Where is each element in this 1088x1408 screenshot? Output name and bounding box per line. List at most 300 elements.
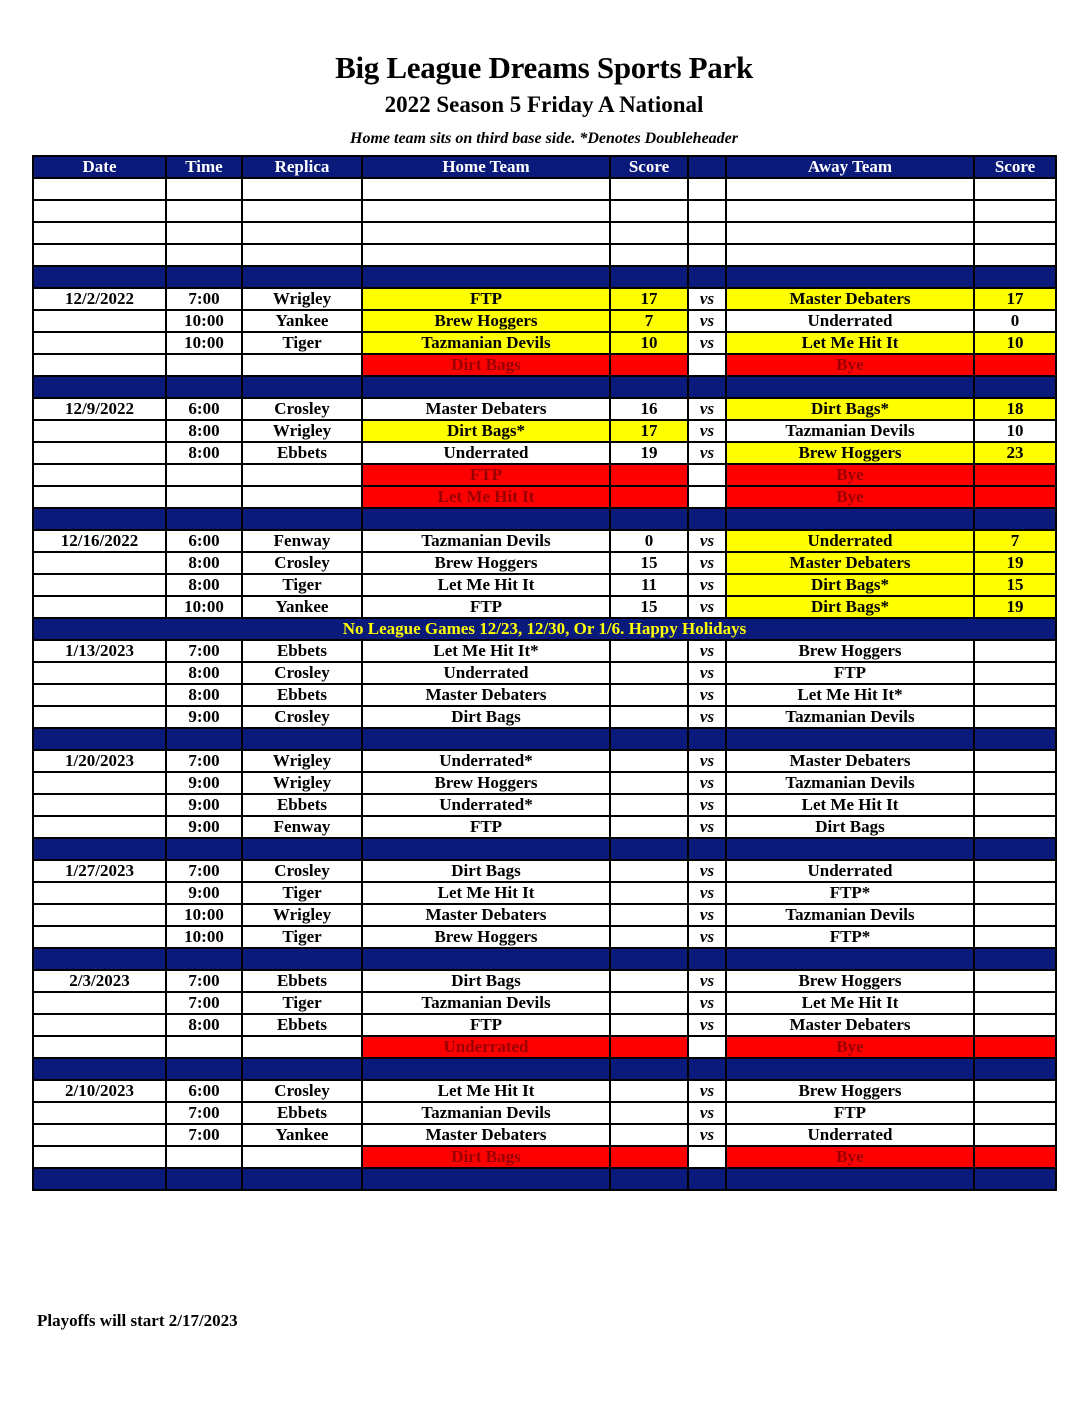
time-cell: 8:00: [166, 662, 242, 684]
separator-cell: [33, 376, 166, 398]
replica-cell: Tiger: [242, 992, 362, 1014]
date-cell: 12/9/2022: [33, 398, 166, 420]
vs-cell: [688, 354, 726, 376]
date-cell: [33, 332, 166, 354]
separator-cell: [33, 1168, 166, 1190]
separator-cell: [688, 1058, 726, 1080]
separator-cell: [166, 508, 242, 530]
away-team: Underrated: [726, 310, 974, 332]
blank-row: [33, 244, 1056, 266]
replica-cell: [242, 1146, 362, 1168]
time-cell: 7:00: [166, 1102, 242, 1124]
replica-cell: Ebbets: [242, 684, 362, 706]
separator-cell: [726, 728, 974, 750]
separator-cell: [610, 1168, 688, 1190]
empty-cell: [166, 178, 242, 200]
game-row: [33, 596, 1056, 618]
time-cell: 7:00: [166, 992, 242, 1014]
separator-cell: [242, 1168, 362, 1190]
home-team: Master Debaters: [362, 398, 610, 420]
home-team: Brew Hoggers: [362, 552, 610, 574]
replica-cell: Wrigley: [242, 772, 362, 794]
away-team: Brew Hoggers: [726, 640, 974, 662]
schedule-note: Home team sits on third base side. *Denotes Doubleheader: [350, 130, 738, 147]
date-cell: 12/2/2022: [33, 288, 166, 310]
col-header-replica: Replica: [242, 156, 362, 178]
vs-cell: [688, 486, 726, 508]
away-score: 19: [974, 552, 1056, 574]
empty-cell: [242, 178, 362, 200]
vs-cell: vs: [688, 926, 726, 948]
home-score: [610, 1036, 688, 1058]
separator-cell: [610, 838, 688, 860]
separator-cell: [166, 1168, 242, 1190]
empty-cell: [166, 200, 242, 222]
away-score: 18: [974, 398, 1056, 420]
time-cell: 7:00: [166, 288, 242, 310]
bye-row: [33, 354, 1056, 376]
away-team: Master Debaters: [726, 750, 974, 772]
away-score: [974, 1124, 1056, 1146]
holiday-banner: No League Games 12/23, 12/30, Or 1/6. Happy Holidays: [33, 618, 1056, 640]
separator-cell: [362, 1168, 610, 1190]
game-row: [33, 772, 1056, 794]
bye-label: Bye: [726, 1146, 974, 1168]
vs-cell: vs: [688, 1014, 726, 1036]
date-cell: 1/13/2023: [33, 640, 166, 662]
home-score: [610, 882, 688, 904]
home-score: 17: [610, 288, 688, 310]
vs-cell: [688, 464, 726, 486]
away-score: [974, 1036, 1056, 1058]
date-cell: 12/16/2022: [33, 530, 166, 552]
empty-cell: [726, 222, 974, 244]
bye-label: Bye: [726, 464, 974, 486]
home-team: Underrated*: [362, 750, 610, 772]
separator-cell: [242, 728, 362, 750]
separator-cell: [688, 266, 726, 288]
replica-cell: [242, 354, 362, 376]
replica-cell: Wrigley: [242, 904, 362, 926]
home-team: Let Me Hit It: [362, 1080, 610, 1102]
game-row: [33, 662, 1056, 684]
replica-cell: Yankee: [242, 1124, 362, 1146]
separator-cell: [166, 728, 242, 750]
separator-cell: [610, 508, 688, 530]
vs-cell: vs: [688, 420, 726, 442]
separator-cell: [688, 508, 726, 530]
away-team: Dirt Bags*: [726, 574, 974, 596]
away-score: [974, 1080, 1056, 1102]
time-cell: 9:00: [166, 794, 242, 816]
separator-cell: [33, 266, 166, 288]
away-score: 23: [974, 442, 1056, 464]
away-score: [974, 794, 1056, 816]
separator-cell: [242, 266, 362, 288]
page-subtitle: 2022 Season 5 Friday A National: [384, 92, 704, 117]
date-cell: [33, 310, 166, 332]
bye-row: [33, 464, 1056, 486]
separator-cell: [726, 838, 974, 860]
home-team: Underrated: [362, 442, 610, 464]
game-row: [33, 552, 1056, 574]
date-cell: [33, 794, 166, 816]
separator-cell: [726, 376, 974, 398]
home-score: 0: [610, 530, 688, 552]
schedule-body: [33, 178, 1056, 1190]
replica-cell: Wrigley: [242, 420, 362, 442]
home-score: [610, 816, 688, 838]
separator-cell: [166, 838, 242, 860]
date-cell: [33, 596, 166, 618]
separator-cell: [974, 376, 1056, 398]
date-cell: 1/27/2023: [33, 860, 166, 882]
away-score: [974, 486, 1056, 508]
separator-cell: [166, 376, 242, 398]
replica-cell: Tiger: [242, 332, 362, 354]
game-row: [33, 816, 1056, 838]
separator-cell: [242, 508, 362, 530]
date-cell: [33, 816, 166, 838]
away-score: 10: [974, 420, 1056, 442]
empty-cell: [362, 178, 610, 200]
home-team: Master Debaters: [362, 684, 610, 706]
game-row: [33, 310, 1056, 332]
home-score: [610, 1014, 688, 1036]
separator-cell: [610, 948, 688, 970]
separator-cell: [688, 1168, 726, 1190]
date-cell: [33, 1146, 166, 1168]
bye-label: Bye: [726, 354, 974, 376]
separator-row: [33, 1058, 1056, 1080]
separator-cell: [688, 728, 726, 750]
away-team: Master Debaters: [726, 1014, 974, 1036]
home-score: [610, 706, 688, 728]
separator-cell: [362, 1058, 610, 1080]
time-cell: 9:00: [166, 772, 242, 794]
schedule-table: [32, 155, 1057, 1191]
vs-cell: vs: [688, 288, 726, 310]
vs-cell: vs: [688, 750, 726, 772]
replica-cell: Wrigley: [242, 750, 362, 772]
replica-cell: Crosley: [242, 398, 362, 420]
vs-cell: vs: [688, 970, 726, 992]
bye-label: Bye: [726, 486, 974, 508]
separator-row: [33, 266, 1056, 288]
away-score: [974, 860, 1056, 882]
vs-cell: [688, 1036, 726, 1058]
empty-cell: [166, 244, 242, 266]
vs-cell: vs: [688, 706, 726, 728]
time-cell: 6:00: [166, 530, 242, 552]
time-cell: 8:00: [166, 442, 242, 464]
vs-cell: vs: [688, 662, 726, 684]
separator-cell: [166, 1058, 242, 1080]
separator-cell: [974, 1168, 1056, 1190]
empty-cell: [610, 200, 688, 222]
date-cell: 2/10/2023: [33, 1080, 166, 1102]
replica-cell: Crosley: [242, 1080, 362, 1102]
home-score: [610, 464, 688, 486]
separator-cell: [688, 948, 726, 970]
away-score: [974, 640, 1056, 662]
date-cell: [33, 706, 166, 728]
time-cell: 7:00: [166, 860, 242, 882]
home-score: [610, 970, 688, 992]
home-team: Tazmanian Devils: [362, 1102, 610, 1124]
time-cell: 7:00: [166, 970, 242, 992]
home-score: 16: [610, 398, 688, 420]
empty-cell: [242, 200, 362, 222]
separator-cell: [33, 728, 166, 750]
vs-cell: vs: [688, 442, 726, 464]
away-team: Let Me Hit It: [726, 794, 974, 816]
away-team: Tazmanian Devils: [726, 420, 974, 442]
away-score: [974, 772, 1056, 794]
game-row: [33, 1124, 1056, 1146]
home-team: Tazmanian Devils: [362, 530, 610, 552]
home-team: Let Me Hit It*: [362, 640, 610, 662]
vs-cell: vs: [688, 398, 726, 420]
bye-home-team: Dirt Bags: [362, 1146, 610, 1168]
separator-cell: [362, 508, 610, 530]
separator-cell: [610, 728, 688, 750]
game-row: [33, 1014, 1056, 1036]
empty-cell: [610, 244, 688, 266]
away-score: [974, 882, 1056, 904]
home-team: FTP: [362, 1014, 610, 1036]
away-score: [974, 662, 1056, 684]
home-team: Dirt Bags*: [362, 420, 610, 442]
vs-cell: vs: [688, 530, 726, 552]
home-team: FTP: [362, 288, 610, 310]
separator-cell: [33, 1058, 166, 1080]
empty-cell: [242, 244, 362, 266]
time-cell: 8:00: [166, 420, 242, 442]
empty-cell: [726, 244, 974, 266]
replica-cell: [242, 1036, 362, 1058]
separator-cell: [726, 1058, 974, 1080]
date-cell: [33, 486, 166, 508]
game-row: [33, 882, 1056, 904]
empty-cell: [362, 222, 610, 244]
away-score: 10: [974, 332, 1056, 354]
header-row: [33, 156, 1056, 178]
bye-home-team: Dirt Bags: [362, 354, 610, 376]
empty-cell: [688, 222, 726, 244]
away-team: FTP: [726, 1102, 974, 1124]
empty-cell: [974, 200, 1056, 222]
blank-row: [33, 222, 1056, 244]
col-header-home-team: Home Team: [362, 156, 610, 178]
replica-cell: Ebbets: [242, 970, 362, 992]
away-team: FTP*: [726, 882, 974, 904]
away-team: FTP*: [726, 926, 974, 948]
home-score: [610, 794, 688, 816]
away-score: [974, 926, 1056, 948]
separator-cell: [362, 266, 610, 288]
vs-cell: vs: [688, 310, 726, 332]
replica-cell: Crosley: [242, 860, 362, 882]
home-score: 10: [610, 332, 688, 354]
away-score: [974, 904, 1056, 926]
game-row: [33, 420, 1056, 442]
replica-cell: Yankee: [242, 596, 362, 618]
separator-cell: [688, 376, 726, 398]
separator-cell: [33, 838, 166, 860]
home-team: Dirt Bags: [362, 860, 610, 882]
col-header-vs: [688, 156, 726, 178]
away-team: Let Me Hit It: [726, 332, 974, 354]
bye-home-team: FTP: [362, 464, 610, 486]
bye-row: [33, 1036, 1056, 1058]
time-cell: [166, 354, 242, 376]
home-team: Tazmanian Devils: [362, 992, 610, 1014]
separator-row: [33, 728, 1056, 750]
away-team: Dirt Bags*: [726, 398, 974, 420]
away-team: Dirt Bags*: [726, 596, 974, 618]
home-score: [610, 992, 688, 1014]
separator-cell: [166, 266, 242, 288]
bye-home-team: Underrated: [362, 1036, 610, 1058]
date-cell: [33, 552, 166, 574]
home-score: [610, 750, 688, 772]
home-score: [610, 926, 688, 948]
vs-cell: vs: [688, 1080, 726, 1102]
home-team: FTP: [362, 596, 610, 618]
home-score: [610, 662, 688, 684]
away-team: Let Me Hit It: [726, 992, 974, 1014]
date-cell: [33, 772, 166, 794]
date-cell: [33, 882, 166, 904]
away-team: Underrated: [726, 1124, 974, 1146]
home-score: [610, 904, 688, 926]
separator-row: [33, 948, 1056, 970]
separator-cell: [362, 376, 610, 398]
away-team: Underrated: [726, 530, 974, 552]
separator-cell: [974, 508, 1056, 530]
time-cell: 10:00: [166, 310, 242, 332]
home-score: [610, 1080, 688, 1102]
time-cell: [166, 486, 242, 508]
replica-cell: Fenway: [242, 816, 362, 838]
game-row: [33, 442, 1056, 464]
separator-cell: [166, 948, 242, 970]
away-score: [974, 816, 1056, 838]
away-team: Brew Hoggers: [726, 442, 974, 464]
away-score: [974, 684, 1056, 706]
separator-row: [33, 1168, 1056, 1190]
away-score: 15: [974, 574, 1056, 596]
home-score: 17: [610, 420, 688, 442]
bye-label: Bye: [726, 1036, 974, 1058]
empty-cell: [610, 178, 688, 200]
vs-cell: vs: [688, 332, 726, 354]
separator-row: [33, 376, 1056, 398]
separator-cell: [688, 838, 726, 860]
separator-cell: [242, 376, 362, 398]
home-score: [610, 640, 688, 662]
separator-cell: [974, 266, 1056, 288]
separator-cell: [726, 948, 974, 970]
game-row: [33, 1102, 1056, 1124]
empty-cell: [33, 244, 166, 266]
separator-cell: [242, 838, 362, 860]
col-header-away-score: Score: [974, 156, 1056, 178]
home-score: 15: [610, 596, 688, 618]
home-score: 11: [610, 574, 688, 596]
vs-cell: vs: [688, 882, 726, 904]
replica-cell: Tiger: [242, 926, 362, 948]
separator-cell: [362, 728, 610, 750]
home-score: [610, 1124, 688, 1146]
away-team: Master Debaters: [726, 552, 974, 574]
empty-cell: [166, 222, 242, 244]
vs-cell: vs: [688, 992, 726, 1014]
vs-cell: vs: [688, 860, 726, 882]
empty-cell: [726, 200, 974, 222]
home-team: Master Debaters: [362, 1124, 610, 1146]
empty-cell: [33, 178, 166, 200]
separator-cell: [242, 948, 362, 970]
time-cell: 8:00: [166, 574, 242, 596]
vs-cell: vs: [688, 596, 726, 618]
empty-cell: [33, 222, 166, 244]
game-row: [33, 750, 1056, 772]
away-team: Brew Hoggers: [726, 970, 974, 992]
bye-row: [33, 486, 1056, 508]
separator-cell: [974, 1058, 1056, 1080]
away-team: Master Debaters: [726, 288, 974, 310]
game-row: [33, 926, 1056, 948]
game-row: [33, 860, 1056, 882]
away-team: Brew Hoggers: [726, 1080, 974, 1102]
away-score: [974, 750, 1056, 772]
time-cell: 8:00: [166, 552, 242, 574]
time-cell: 10:00: [166, 904, 242, 926]
game-row: [33, 398, 1056, 420]
home-score: [610, 1146, 688, 1168]
home-score: [610, 772, 688, 794]
home-team: Master Debaters: [362, 904, 610, 926]
separator-row: [33, 838, 1056, 860]
empty-cell: [974, 222, 1056, 244]
time-cell: 10:00: [166, 332, 242, 354]
replica-cell: Crosley: [242, 662, 362, 684]
time-cell: 9:00: [166, 706, 242, 728]
game-row: [33, 574, 1056, 596]
empty-cell: [362, 244, 610, 266]
game-row: [33, 904, 1056, 926]
date-cell: [33, 420, 166, 442]
replica-cell: Crosley: [242, 706, 362, 728]
replica-cell: [242, 486, 362, 508]
home-team: Brew Hoggers: [362, 310, 610, 332]
replica-cell: Yankee: [242, 310, 362, 332]
away-team: FTP: [726, 662, 974, 684]
separator-cell: [610, 1058, 688, 1080]
away-team: Dirt Bags: [726, 816, 974, 838]
vs-cell: vs: [688, 574, 726, 596]
replica-cell: Fenway: [242, 530, 362, 552]
away-score: [974, 970, 1056, 992]
separator-cell: [974, 728, 1056, 750]
separator-cell: [726, 1168, 974, 1190]
vs-cell: vs: [688, 552, 726, 574]
page-title: Big League Dreams Sports Park: [335, 50, 753, 85]
vs-cell: [688, 1146, 726, 1168]
separator-cell: [726, 508, 974, 530]
